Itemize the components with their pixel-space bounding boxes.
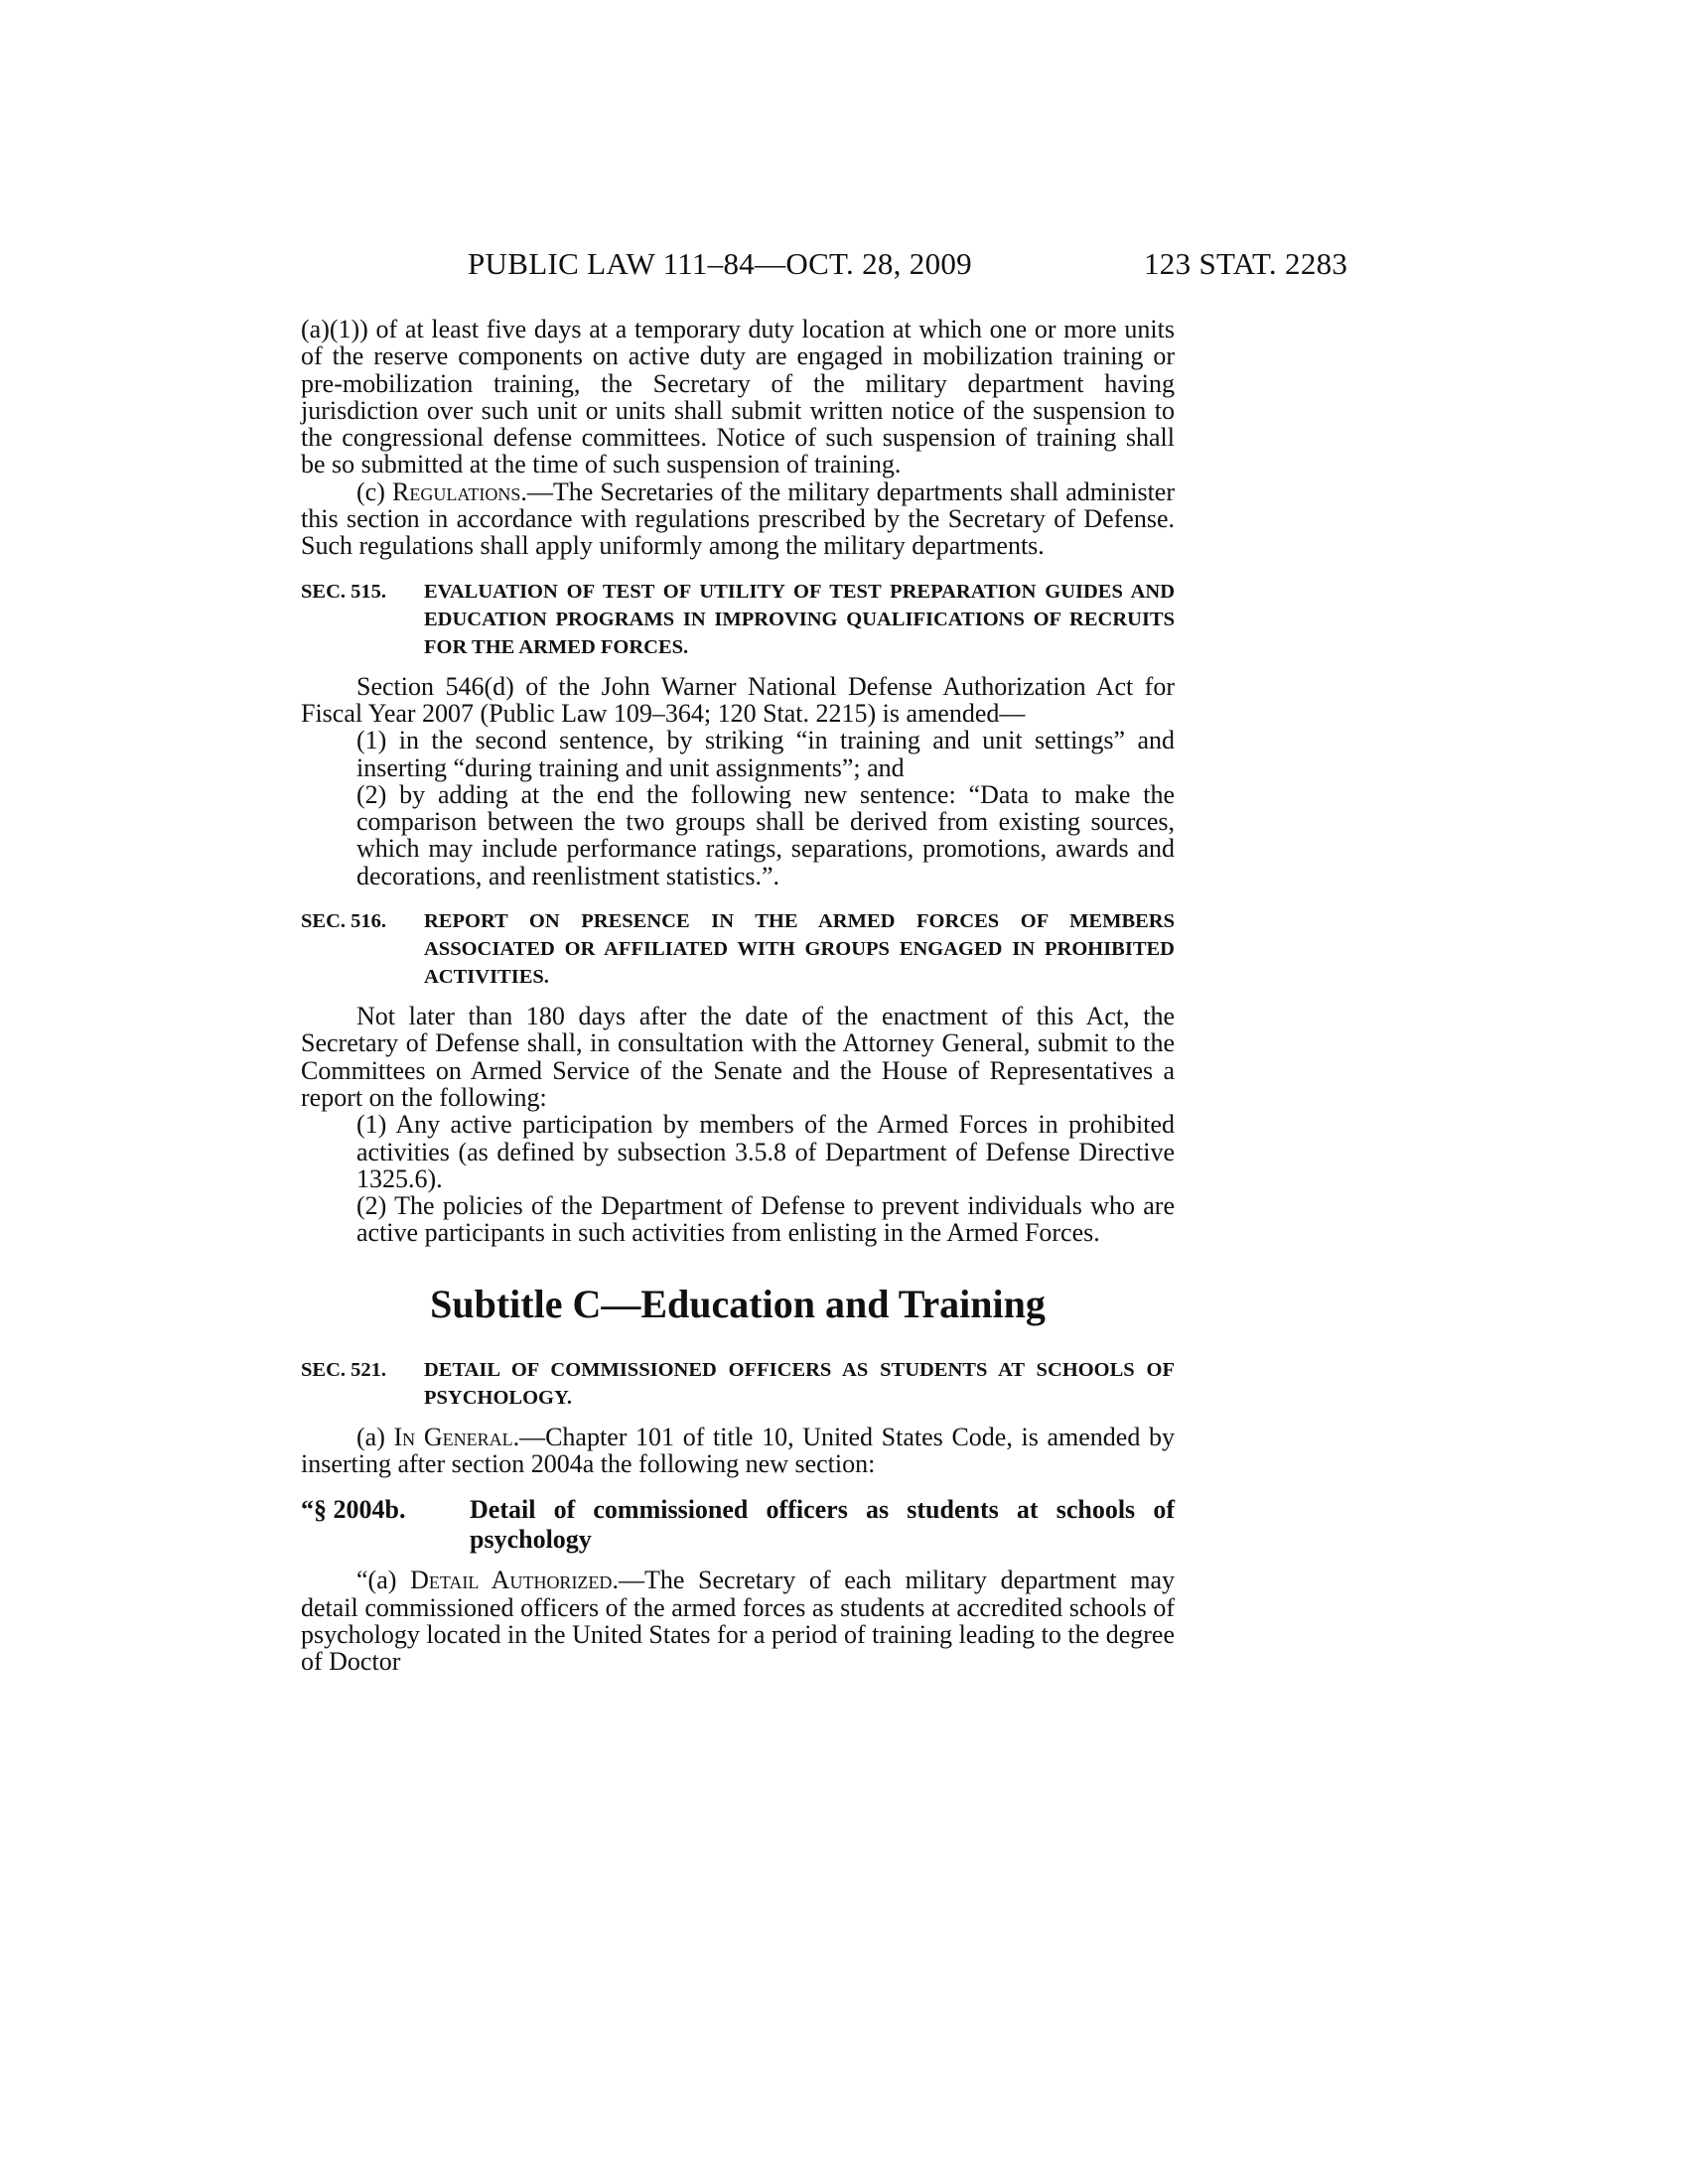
section-title: DETAIL OF COMMISSIONED OFFICERS AS STUDENTS AT SCHOOLS OF PSYCHOLOGY. <box>424 1358 1175 1409</box>
section-521-subsection-a <box>301 1424 1175 1478</box>
subsection-heading: Regulations <box>392 477 521 506</box>
statute-page-number: 123 STAT. 2283 <box>1144 246 1348 281</box>
subsection-text: .—The Secretaries of the military departments shall administer this section in accordance with regulations prescribed by the Secretary of Defense. Such regulations shall apply uniformly among the military departments. <box>301 477 1175 561</box>
section-515-heading <box>301 578 1175 661</box>
subsection-label: (c) <box>356 477 393 506</box>
section-number: SEC. 521. <box>301 1358 387 1381</box>
section-515-intro: Section 546(d) of the John Warner National Defense Authorization Act for Fiscal Year 2007 (Public Law 109–364; 120 Stat. 2215) is amended— <box>301 671 1175 728</box>
section-516-intro: Not later than 180 days after the date of the enactment of this Act, the Secretary of Defense shall, in consultation with the Attorney General, submit to the Committees on Armed Service of the Senate and the House of Representatives a report on the following: <box>301 1002 1175 1112</box>
subsection-label: “(a) <box>356 1566 411 1595</box>
detail-authorized-paragraph <box>301 1567 1175 1675</box>
section-516-item-2: (2) The policies of the Department of Defense to prevent individuals who are active participants in such activities from enlisting in the Armed Forces. <box>356 1191 1175 1248</box>
section-number: SEC. 516. <box>301 910 387 933</box>
subsection-heading: In General <box>393 1422 513 1451</box>
code-section-title: Detail of commissioned officers as students at schools of psychology <box>470 1495 1175 1555</box>
page-header <box>0 246 1688 286</box>
section-515-item-2: (2) by adding at the end the following new sentence: “Data to make the comparison between the two groups shall be derived from existing sources, which may include performance ratings, separations, promotions, awards and decorations, and reenlistment statistics.”. <box>356 779 1175 890</box>
continued-paragraph: (a)(1)) of at least five days at a temporary duty location at which one or more units of the reserve components on active duty are engaged in mobilization training or pre-mobilization training, the Secretary of the military department having jurisdiction over such unit or units shall submit written notice of the suspension to the congressional defense committees. Notice of such suspension of training shall be so submitted at the time of such suspension of training. <box>301 315 1175 479</box>
subsection-text: .—Chapter 101 of title 10, United States Code, is amended by inserting after section 2004a the following new section: <box>301 1422 1175 1479</box>
page-body <box>301 316 1175 1676</box>
section-521-heading <box>301 1356 1175 1412</box>
running-title: PUBLIC LAW 111–84—OCT. 28, 2009 <box>468 246 972 281</box>
code-section-number: “§ 2004b. <box>301 1495 406 1525</box>
subsection-text: .—The Secretary of each military department may detail commissioned officers of the armed forces as students at accredited schools of psychology located in the United States for a period of training leading to the degree of Doctor <box>301 1566 1175 1677</box>
subsection-c-regulations <box>301 478 1175 560</box>
section-516-item-1: (1) Any active participation by members of the Armed Forces in prohibited activities (as defined by subsection 3.5.8 of Department of Defense Directive 1325.6). <box>356 1110 1175 1193</box>
new-section-2004b-heading <box>301 1495 1175 1555</box>
subtitle-heading: Subtitle C—Education and Training <box>430 1281 1046 1326</box>
section-515-item-1: (1) in the second sentence, by striking “in training and unit settings” and inserting “during training and unit assignments”; and <box>356 726 1175 782</box>
section-title: REPORT ON PRESENCE IN THE ARMED FORCES OF MEMBERS ASSOCIATED OR AFFILIATED WITH GROUPS ENGAGED IN PROHIBITED ACTIVITIES. <box>424 910 1175 989</box>
section-516-heading <box>301 907 1175 991</box>
section-number: SEC. 515. <box>301 580 387 603</box>
section-title: EVALUATION OF TEST OF UTILITY OF TEST PREPARATION GUIDES AND EDUCATION PROGRAMS IN IMPROVING QUALIFICATIONS OF RECRUITS FOR THE ARMED FORCES. <box>424 580 1175 658</box>
subsection-heading: Detail Authorized <box>410 1566 613 1595</box>
subsection-label: (a) <box>356 1422 394 1451</box>
